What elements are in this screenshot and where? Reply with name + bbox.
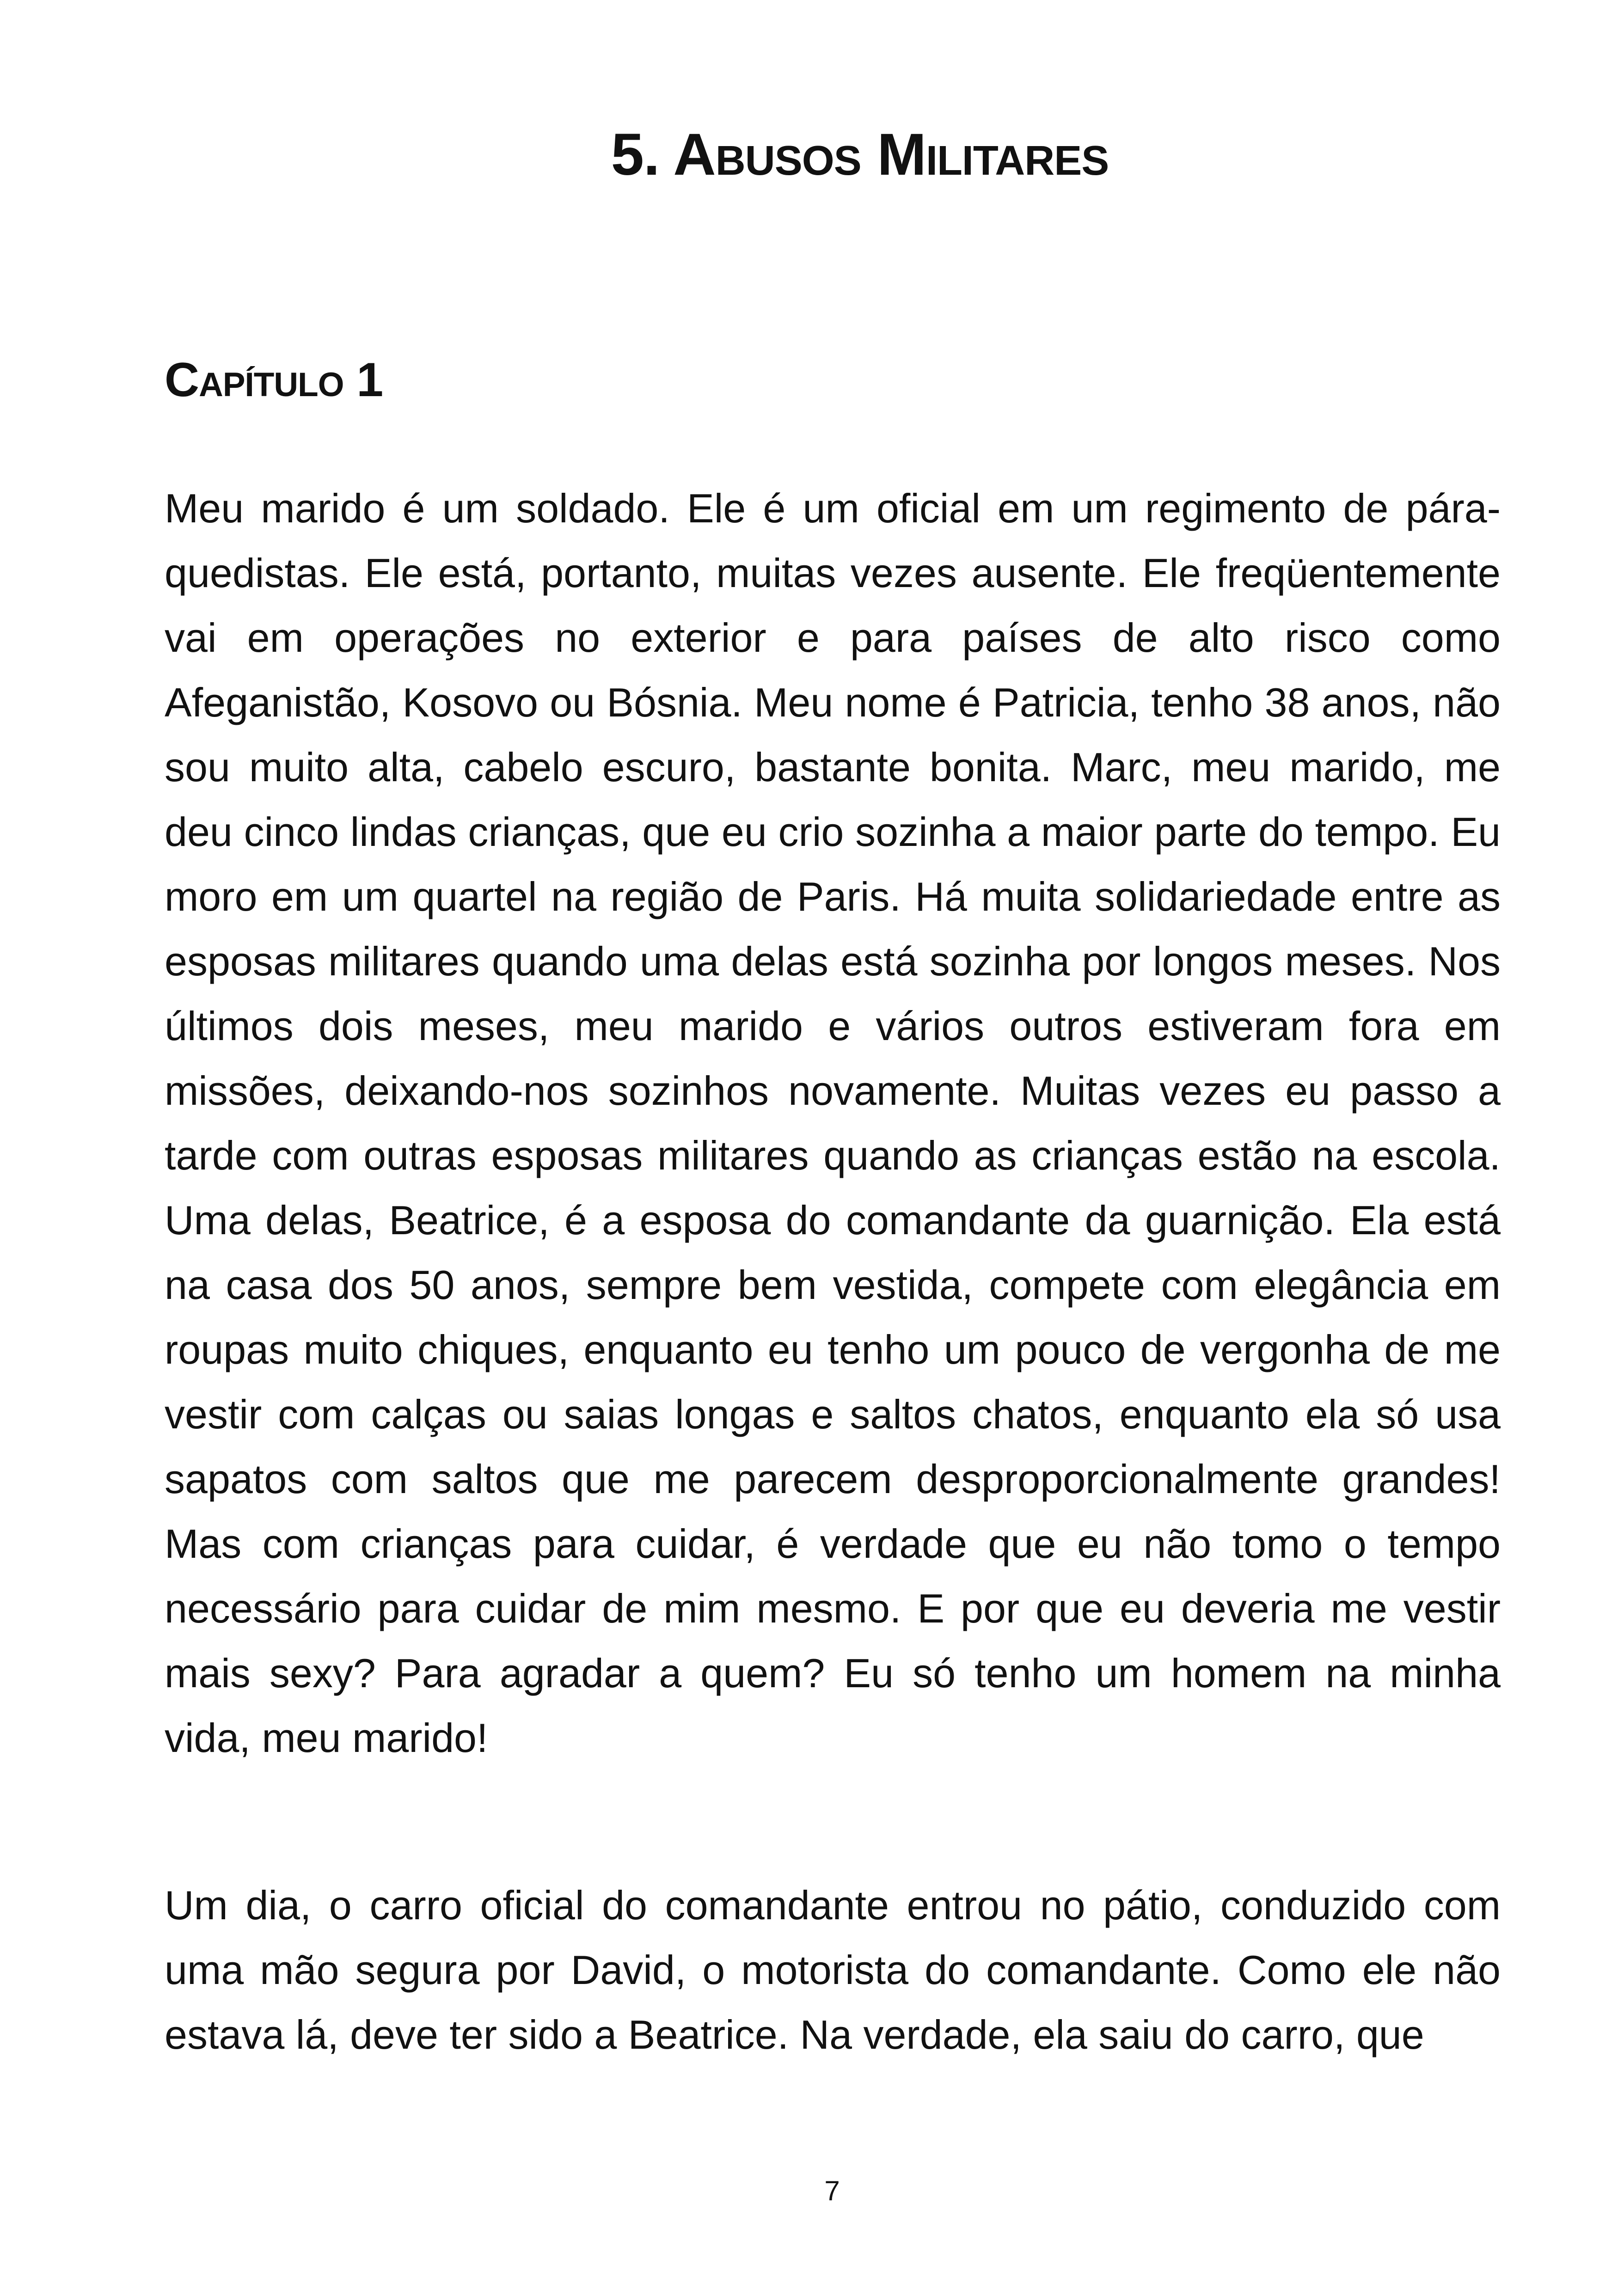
book-title: 5. Abusos Militares — [611, 122, 1109, 188]
chapter-title: Capítulo 1 — [165, 353, 383, 407]
paragraph-1: Meu marido é um soldado. Ele é um oficial em um regimento de pára-quedistas. Ele está, portanto, muitas vezes ausente. Ele freqüentemente vai em operações no exterior e para países de alto risco como Afeganistão, Kosovo ou Bósnia. Meu nome é Patricia, tenho 38 anos, não sou muito alta, cabelo escuro, bastante bonita. Marc, meu marido, me deu cinco lindas crianças, que eu crio sozinha a maior parte do tempo. Eu moro em um quartel na região de Paris. Há muita solidariedade entre as esposas militares quando uma delas está sozinha por longos meses. Nos últimos dois meses, meu marido e vários outros estiveram fora em missões, deixando-nos sozinhos novamente. Muitas vezes eu passo a tarde com outras esposas militares quando as crianças estão na escola. Uma delas, Beatrice, é a esposa do comandante da guarnição. Ela está na casa dos 50 anos, sempre bem vestida, compete com elegância em roupas muito chiques, enquanto eu tenho um pouco de vergonha de me vestir com calças ou saias longas e saltos chatos, enquanto ela só usa sapatos com saltos que me parecem desproporcionalmente grandes! Mas com crianças para cuidar, é verdade que eu não tomo o tempo necessário para cuidar de mim mesmo. E por que eu deveria me vestir mais sexy? Para agradar a quem? Eu só tenho um homem na minha vida, meu marido! — [165, 485, 1501, 1761]
paragraph-2: Um dia, o carro oficial do comandante entrou no pátio, conduzido com uma mão segura por David, o motorista do comandante. Como ele não estava lá, deve ter sido a Beatrice. Na verdade, ela saiu do carro, que — [165, 1882, 1501, 2057]
page-number: 7 — [824, 2175, 840, 2206]
